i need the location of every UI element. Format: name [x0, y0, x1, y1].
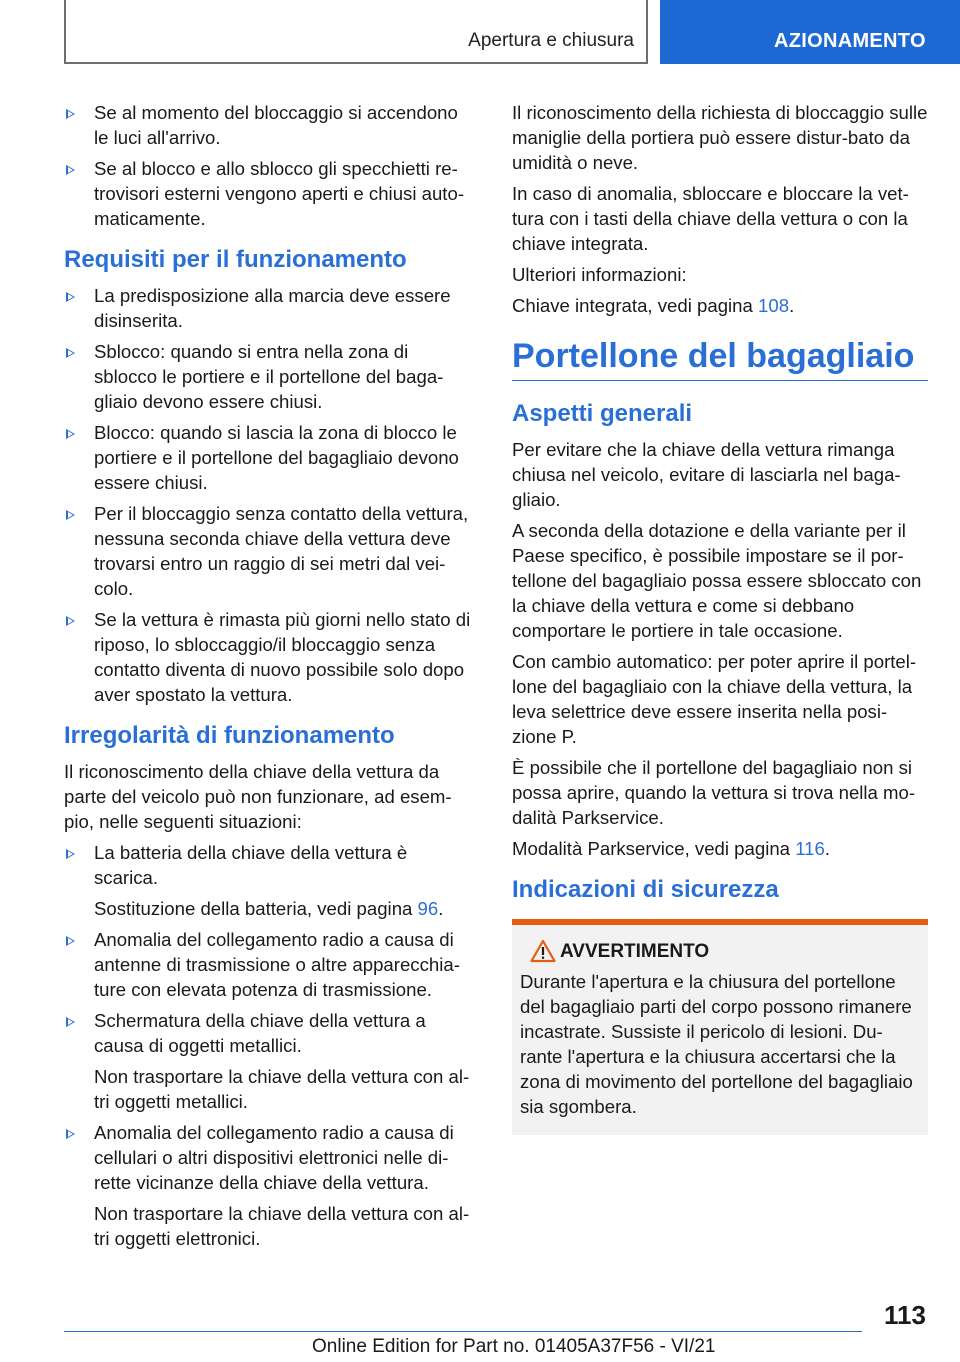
list-item-text: La batteria della chiave della vettura è scarica.: [94, 842, 408, 888]
paragraph: Ulteriori informazioni:: [512, 264, 687, 285]
warning-title: [520, 939, 920, 965]
list-item: Sblocco: quando si entra nella zona di sblocco le portiere e il portellone del baga-gliaio devono essere chiusi.: [64, 339, 476, 414]
paragraph: Per evitare che la chiave della vettura rimanga chiusa nel veicolo, evitare di lasciarla nel baga-gliaio.: [512, 439, 901, 510]
list-item: Blocco: quando si lascia la zona di blocco le portiere e il portellone del bagagliaio devono essere chiusi.: [64, 420, 476, 495]
bullet-list-top: [64, 100, 476, 231]
warning-text: Durante l'apertura e la chiusura del portellone del bagagliaio parti del corpo possono rimanere incastrate. Sussiste il pericolo di lesioni. Du-rante l'apertura e la chiusura accertarsi che la zona di movimento del portellone del bagagliaio sia sgombera.: [520, 971, 913, 1117]
list-item-sub: Sostituzione della batteria, vedi pagina 96.: [94, 898, 444, 919]
list-item-text: Schermatura della chiave della vettura a causa di oggetti metallici.: [94, 1010, 426, 1056]
list-item: Per il bloccaggio senza contatto della vettura, nessuna seconda chiave della vettura deve trovarsi entro un raggio di sei metri dal vei-colo.: [64, 501, 476, 601]
page-link-96[interactable]: 96: [417, 898, 439, 919]
list-item: Se al momento del bloccaggio si accendono le luci all'arrivo.: [64, 100, 476, 150]
header-section-box: [64, 0, 648, 64]
heading-requisiti: Requisiti per il funzionamento: [64, 246, 407, 273]
paragraph: È possibile che il portellone del bagagliaio non si possa aprire, quando la vettura si trova nella mo-dalità Parkservice.: [512, 757, 916, 828]
list-item-text: Anomalia del collegamento radio a causa di cellulari o altri dispositivi elettronici nelle di-rette vicinanze della chiave della vettura.: [94, 1122, 454, 1193]
list-item-sub: Non trasportare la chiave della vettura con al-tri oggetti elettronici.: [94, 1203, 470, 1249]
list-item: [64, 1008, 476, 1114]
warning-triangle-icon: [530, 939, 556, 963]
paragraph: Con cambio automatico: per poter aprire il portel-lone del bagagliaio con la chiave della vettura, la leva selettrice deve essere inserita nella posi-zione P.: [512, 651, 917, 747]
list-item: Se al blocco e allo sblocco gli specchietti re-trovisori esterni vengono aperti e chiusi auto-maticamente.: [64, 156, 476, 231]
paragraph: Il riconoscimento della richiesta di bloccaggio sulle maniglie della portiera può essere distur-bato da umidità o neve.: [512, 102, 928, 173]
header-chapter-tab: AZIONAMENTO: [660, 0, 960, 64]
heading-irregolarita: Irregolarità di funzionamento: [64, 722, 395, 749]
paragraph: Modalità Parkservice, vedi pagina 116.: [512, 838, 831, 859]
header-section-title: Apertura e chiusura: [468, 30, 634, 51]
heading-aspetti-generali: Aspetti generali: [512, 400, 693, 427]
footer-divider: [64, 1331, 862, 1332]
page-link-108[interactable]: 108: [758, 295, 790, 316]
paragraph: In caso di anomalia, sbloccare e bloccare la vet-tura con i tasti della chiave della vettura o con la chiave integrata.: [512, 183, 909, 254]
bullet-list-irregolarita: [64, 840, 476, 1251]
left-column: [64, 100, 476, 1257]
list-item-sub: Non trasportare la chiave della vettura con al-tri oggetti metallici.: [94, 1066, 470, 1112]
paragraph: A seconda della dotazione e della variante per il Paese specifico, è possibile impostare se il por-tellone del bagagliaio possa essere sbloccato con la chiave della vettura e come si debbano comportare le portiere in tale occasione.: [512, 520, 922, 641]
list-item: Se la vettura è rimasta più giorni nello stato di riposo, lo sbloccaggio/il bloccaggio senza contatto diventa di nuovo possibile solo dopo aver spostato la vettura.: [64, 607, 476, 707]
paragraph-text: Chiave integrata, vedi pagina: [512, 295, 753, 316]
right-column: [512, 100, 928, 1135]
paragraph: Chiave integrata, vedi pagina 108.: [512, 295, 795, 316]
heading-indicazioni-sicurezza: Indicazioni di sicurezza: [512, 876, 779, 903]
footer-edition: Online Edition for Part no. 01405A37F56 - VI/21: [312, 1336, 716, 1357]
section-title-portellone: Portellone del bagagliaio: [512, 336, 928, 381]
paragraph-text: Modalità Parkservice, vedi pagina: [512, 838, 791, 859]
warning-box: [512, 919, 928, 1135]
list-item: Anomalia del collegamento radio a causa di antenne di trasmissione o altre apparecchia-ture con elevata potenza di trasmissione.: [64, 927, 476, 1002]
bullet-list-requisiti: [64, 283, 476, 707]
list-item: [64, 1120, 476, 1251]
page-link-116[interactable]: 116: [795, 838, 825, 859]
irregolarita-intro: Il riconoscimento della chiave della vettura da parte del veicolo può non funzionare, ad esem-pio, nelle seguenti situazioni:: [64, 761, 452, 832]
list-item: [64, 840, 476, 921]
page-number: 113: [884, 1300, 926, 1330]
sub-text: Sostituzione della batteria, vedi pagina: [94, 898, 413, 919]
list-item: La predisposizione alla marcia deve essere disinserita.: [64, 283, 476, 333]
warning-title-text: AVVERTIMENTO: [560, 941, 710, 962]
